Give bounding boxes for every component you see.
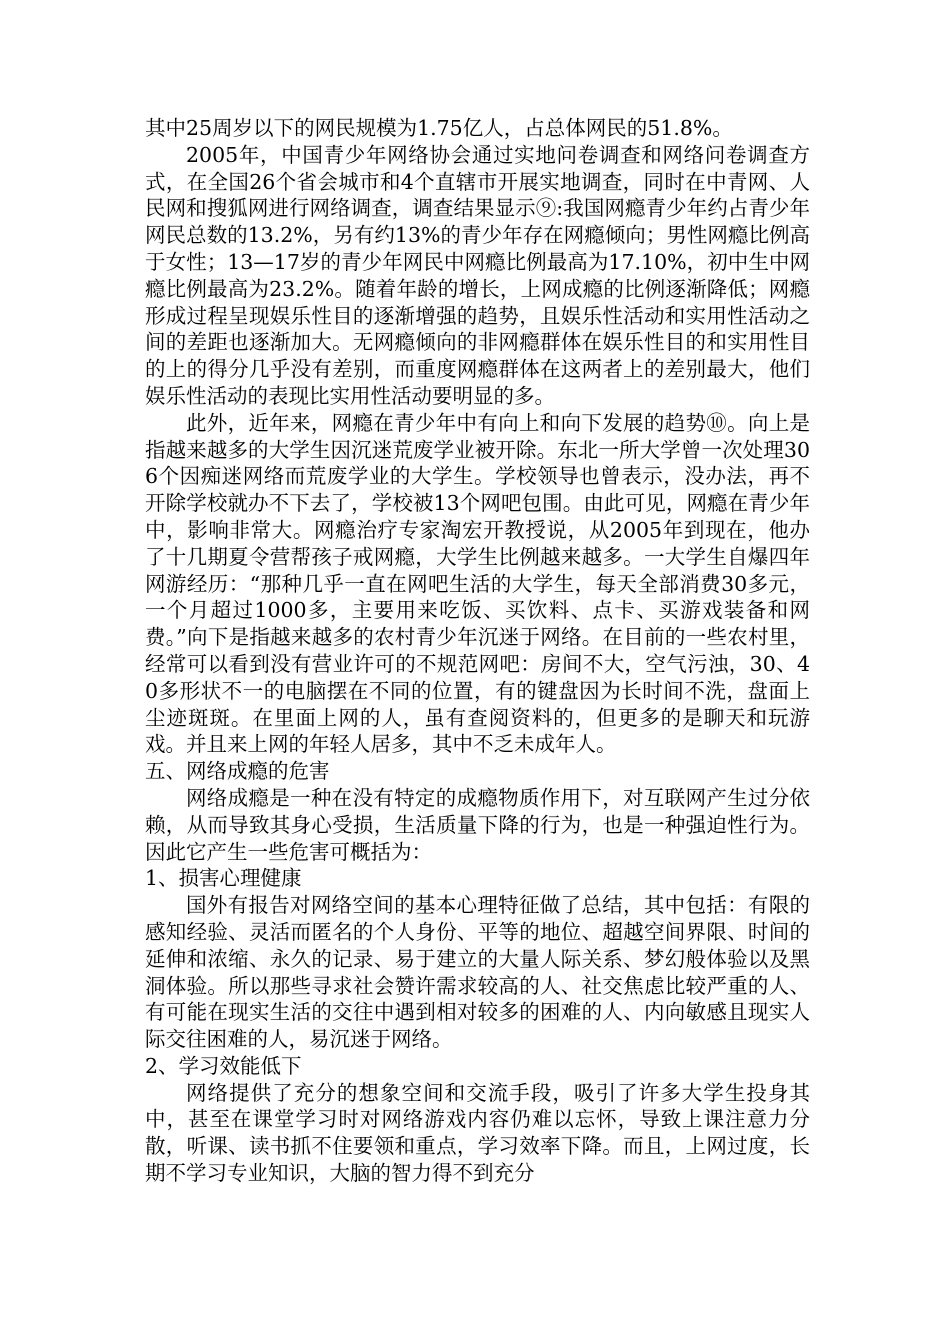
paragraph-survey-2005: 2005年，中国青少年网络协会通过实地问卷调查和网络问卷调查方式，在全国26个省会城市和4个直辖市开展实地调查，同时在中青网、人民网和搜狐网进行网络调查，调查结果显示⑨:我国网瘾青少年约占青少年网民总数的13.2%，另有约13%的青少年存在网瘾倾向；男性网瘾比例高于女性；13—17岁的青少年网民中网瘾比例最高为17.10%，初中生中网瘾比例最高为23.2%。随着年龄的增长，上网成瘾的比例逐渐降低；网瘾形成过程呈现娱乐性目的逐渐增强的趋势，且娱乐性活动和实用性活动之间的差距也逐渐加大。无网瘾倾向的非网瘾群体在娱乐性目的和实用性目的上的得分几乎没有差别，而重度网瘾群体在这两者上的差别最大，他们娱乐性活动的表现比实用性活动要明显的多。 (145, 142, 810, 408)
subheading-mental-health: 1、损害心理健康 (145, 866, 302, 891)
paragraph-addiction-trend: 此外，近年来，网瘾在青少年中有向上和向下发展的趋势⑩。向上是指越来越多的大学生因沉迷荒废学业被开除。东北一所大学曾一次处理306个因痴迷网络而荒废学业的大学生。学校领导也曾表示，没办法，再不开除学校就办不下去了，学校被13个网吧包围。由此可见，网瘾在青少年中，影响非常大。网瘾治疗专家淘宏开教授说，从2005年到现在，他办了十几期夏令营帮孩子戒网瘾，大学生比例越来越多。一大学生自爆四年网游经历：“那种几乎一直在网吧生活的大学生，每天全部消费30多元，一个月超过1000多，主要用来吃饭、买饮料、点卡、买游戏装备和网费。”向下是指越来越多的农村青少年沉迷于网络。在目前的一些农村里，经常可以看到没有营业许可的不规范网吧：房间不大，空气污浊，30、40多形状不一的电脑摆在不同的位置，有的键盘因为长时间不洗，盘面上尘迹斑斑。在里面上网的人，虽有查阅资料的，但更多的是聊天和玩游戏。并且来上网的年轻人居多，其中不乏未成年人。 (145, 410, 810, 757)
paragraph-harms-definition: 网络成瘾是一种在没有特定的成瘾物质作用下，对互联网产生过分依赖，从而导致其身心受损，生活质量下降的行为，也是一种强迫性行为。因此它产生一些危害可概括为： (145, 785, 810, 864)
paragraph-mental-health: 国外有报告对网络空间的基本心理特征做了总结，其中包括：有限的感知经验、灵活而匿名的个人身份、平等的地位、超越空间界限、时间的延伸和浓缩、永久的记录、易于建立的大量人际关系、梦幻般体验以及黑洞体验。所以那些寻求社会赞许需求较高的人、社交焦虑比较严重的人、有可能在现实生活的交往中遇到相对较多的困难的人、内向敏感且现实人际交往困难的人，易沉迷于网络。 (145, 893, 810, 1052)
section-heading-harms: 五、网络成瘾的危害 (145, 759, 330, 784)
subheading-learning-efficiency: 2、学习效能低下 (145, 1053, 302, 1078)
paragraph-intro-continuation: 其中25周岁以下的网民规模为1.75亿人，占总体网民的51.8%。 (145, 116, 733, 140)
document-page (145, 115, 810, 1187)
paragraph-learning-efficiency: 网络提供了充分的想象空间和交流手段，吸引了许多大学生投身其中，甚至在课堂学习时对网络游戏内容仍难以忘怀，导致上课注意力分散，听课、读书抓不住要领和重点，学习效率下降。而且，上网过度，长期不学习专业知识，大脑的智力得不到充分 (145, 1080, 810, 1186)
